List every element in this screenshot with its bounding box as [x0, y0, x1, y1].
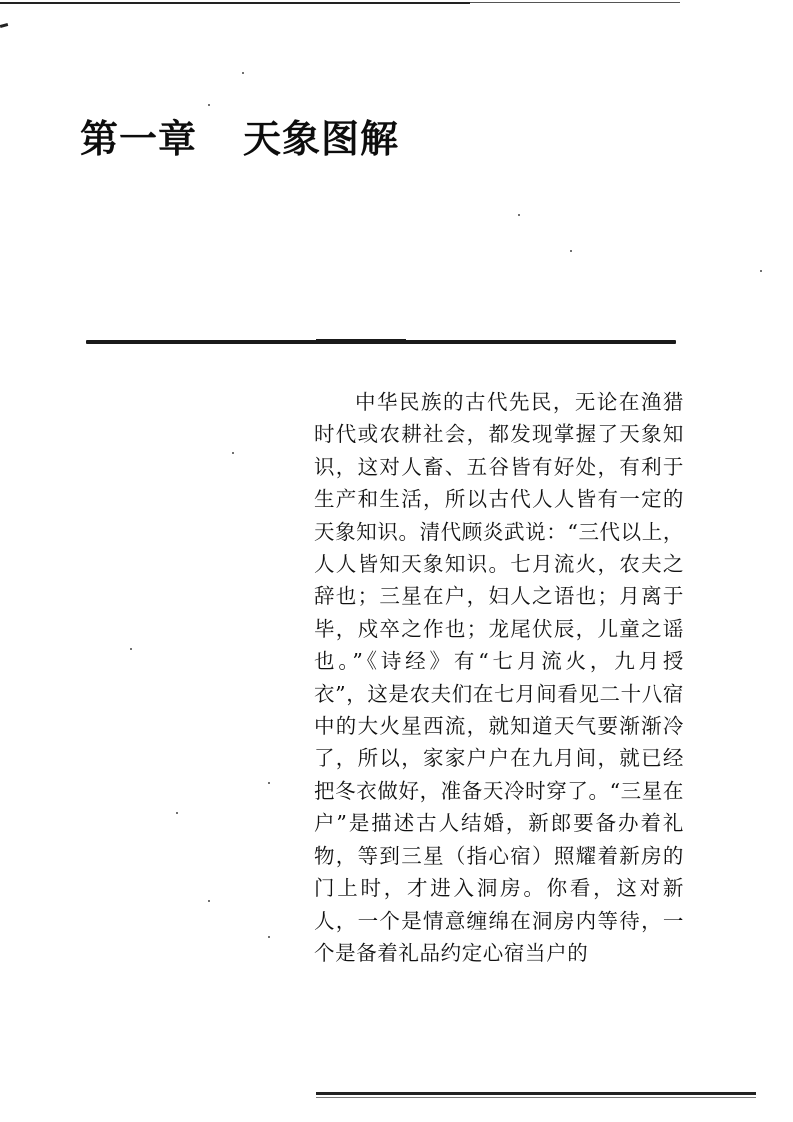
scan-speck	[208, 104, 210, 106]
chapter-heading	[80, 108, 399, 163]
scan-speck	[268, 782, 270, 784]
chapter-number: 第一章	[80, 117, 198, 161]
scan-speck	[208, 900, 210, 902]
scan-speck	[242, 72, 244, 74]
scan-speck	[518, 214, 520, 216]
bottom-rule	[316, 1092, 756, 1095]
scan-speck	[268, 936, 270, 938]
scan-speck	[232, 452, 234, 454]
section-divider-rule	[86, 340, 676, 344]
scan-speck	[176, 812, 178, 814]
scan-speck	[130, 648, 132, 650]
chapter-title: 天象图解	[243, 117, 400, 161]
top-edge-rule-thin	[470, 2, 680, 3]
bottom-rule-thin	[316, 1097, 756, 1098]
top-edge-rule	[0, 2, 470, 4]
scan-speck	[760, 270, 762, 272]
scan-speck	[570, 250, 572, 252]
body-paragraph: 中华民族的古代先民，无论在渔猎时代或农耕社会，都发现掌握了天象知识，这对人畜、五谷皆有好处，有利于生产和生活，所以古代人人皆有一定的天象知识。清代顾炎武说：“三代以上，人人皆知天象知识。七月流火，农夫之辞也；三星在户，妇人之语也；月离于毕，戍卒之作也；龙尾伏辰，儿童之谣也。”《诗经》有“七月流火，九月授衣”，这是农夫们在七月间看见二十八宿中的大火星西流，就知道天气要渐渐冷了，所以，家家户户在九月间，就已经把冬衣做好，准备天冷时穿了。“三星在户”是描述古人结婚，新郎要备办着礼物，等到三星（指心宿）照耀着新房的门上时，才进入洞房。你看，这对新人，一个是情意缠绵在洞房内等待，一个是备着礼品约定心宿当户的	[314, 390, 684, 965]
corner-mark	[0, 23, 8, 28]
